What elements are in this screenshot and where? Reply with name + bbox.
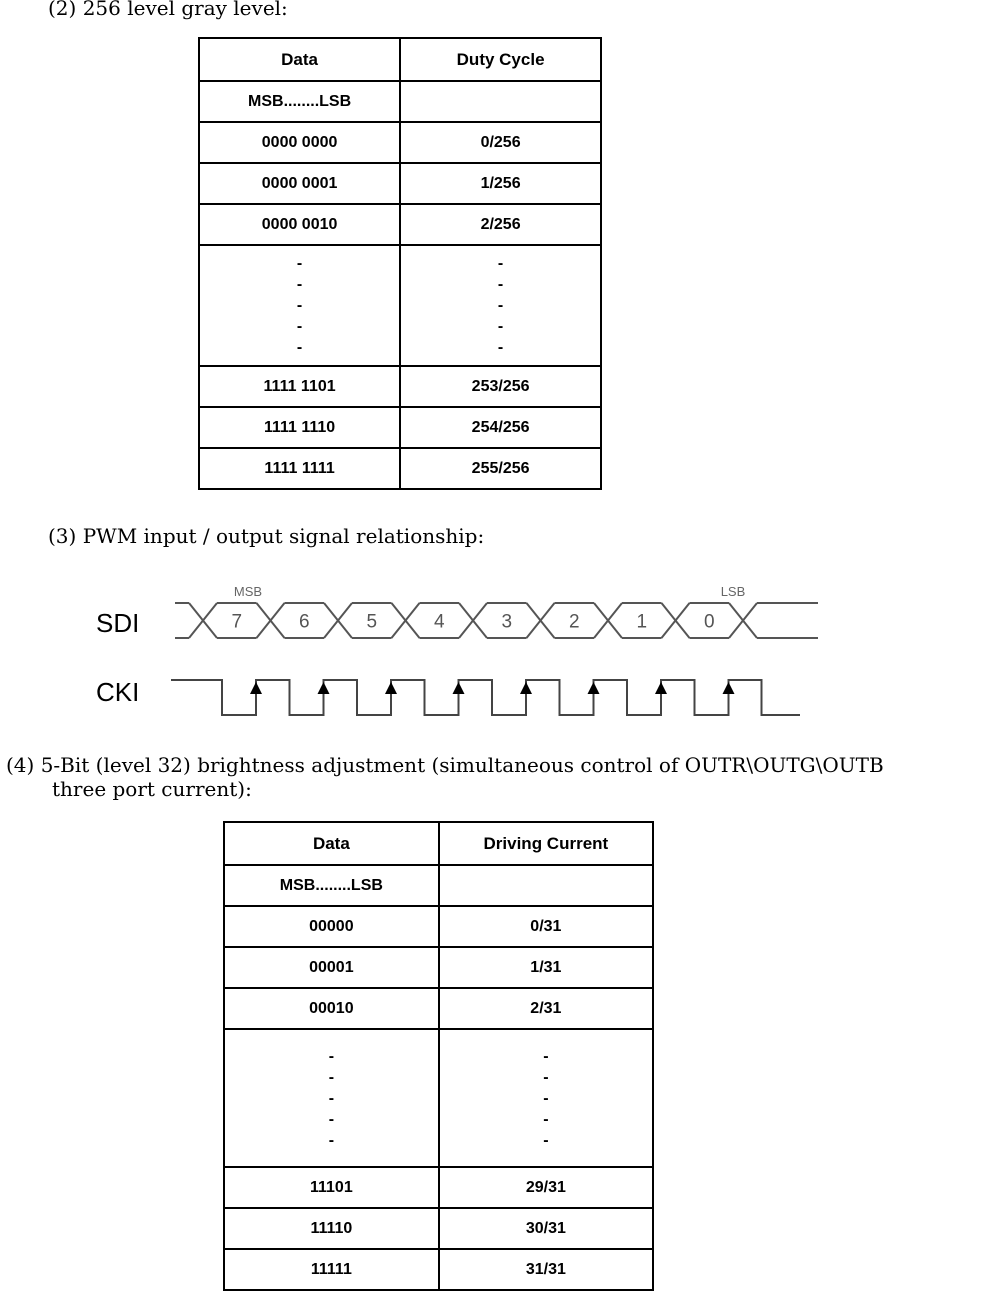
ellipsis-row [199,245,601,366]
sdi-bit-label: 1 [636,611,648,633]
dash: - [497,339,504,356]
table-row [199,448,601,489]
data-cell: 11101 [224,1167,439,1208]
header-duty-cycle: Duty Cycle [400,38,601,81]
dash: - [328,1110,335,1128]
section2-heading: (2) 256 level gray level: [48,0,288,20]
ellipsis-cell [224,1029,439,1167]
dash: - [296,339,303,356]
table-row [199,163,601,204]
gray-level-table [198,37,602,490]
current-cell: 29/31 [439,1167,653,1208]
rising-edge-arrow-icon [250,682,262,694]
sdi-label: SDI [96,608,140,638]
current-cell: 31/31 [439,1249,653,1290]
dash: - [497,297,504,314]
data-cell: 1111 1101 [199,366,400,407]
sdi-bit-label: 3 [501,611,513,633]
pwm-timing-diagram [0,560,1000,730]
dash: - [543,1089,549,1107]
current-cell: 0/31 [439,906,653,947]
table-row [224,906,653,947]
table-row [224,947,653,988]
duty-cell: 2/256 [400,204,601,245]
ellipsis-cell [439,1029,653,1167]
dash: - [328,1131,335,1149]
duty-cell: 255/256 [400,448,601,489]
dash: - [543,1047,549,1065]
section3-heading: (3) PWM input / output signal relationship: [48,524,485,548]
dash: - [543,1068,549,1086]
data-cell: 1111 1111 [199,448,400,489]
sdi-bit-label: 4 [433,611,445,633]
msb-lsb-label: MSB........LSB [224,865,439,906]
current-cell: 1/31 [439,947,653,988]
sdi-waveform [175,603,818,638]
dash: - [328,1089,335,1107]
data-cell: 11111 [224,1249,439,1290]
dash: - [543,1131,549,1149]
msb-lsb-label: MSB........LSB [199,81,400,122]
table-row [224,1208,653,1249]
rising-edge-arrow-icon [588,682,600,694]
sdi-bit-label: 0 [703,611,715,633]
rising-edge-arrow-icon [453,682,465,694]
lsb-label: LSB [720,584,746,599]
header-data: Data [224,822,439,865]
sdi-bit-label: 2 [568,611,580,633]
data-cell: 0000 0001 [199,163,400,204]
duty-cell: 1/256 [400,163,601,204]
msb-label: MSB [233,584,263,599]
sdi-bit-label: 6 [298,611,310,633]
data-cell: 1111 1110 [199,407,400,448]
sdi-bit-label: 5 [366,611,378,633]
dash: - [296,318,303,335]
section4-heading-line2: three port current): [52,777,252,801]
brightness-table [223,821,654,1291]
table-row [199,366,601,407]
data-cell: 11110 [224,1208,439,1249]
table-row [199,407,601,448]
dash: - [296,255,303,272]
msb-lsb-empty [400,81,601,122]
section4-heading-line1: (4) 5-Bit (level 32) brightness adjustment (simultaneous control of OUTR\OUTG\OUTB [6,753,884,777]
dash: - [497,276,504,293]
dash: - [296,297,303,314]
table-row [224,988,653,1029]
duty-cell: 253/256 [400,366,601,407]
rising-edge-arrow-icon [723,682,735,694]
rising-edge-arrow-icon [655,682,667,694]
table-row [199,122,601,163]
ellipsis-row [224,1029,653,1167]
ellipsis-cell [400,245,601,366]
data-cell: 00001 [224,947,439,988]
cki-clock-line [171,680,800,715]
current-cell: 30/31 [439,1208,653,1249]
dash: - [328,1047,335,1065]
rising-edge-arrow-icon [385,682,397,694]
current-cell: 2/31 [439,988,653,1029]
rising-edge-arrow-icon [520,682,532,694]
cki-waveform [171,680,800,715]
dash: - [296,276,303,293]
dash: - [497,318,504,335]
dash: - [497,255,504,272]
cki-label: CKI [96,677,140,707]
duty-cell: 254/256 [400,407,601,448]
data-cell: 0000 0000 [199,122,400,163]
table-row [199,204,601,245]
duty-cell: 0/256 [400,122,601,163]
dash: - [328,1068,335,1086]
data-cell: 00000 [224,906,439,947]
table-row [224,1249,653,1290]
ellipsis-cell [199,245,400,366]
sdi-bit-label: 7 [231,611,243,633]
msb-lsb-empty [439,865,653,906]
header-data: Data [199,38,400,81]
data-cell: 0000 0010 [199,204,400,245]
dash: - [543,1110,549,1128]
data-cell: 00010 [224,988,439,1029]
table-row [224,1167,653,1208]
header-driving-current: Driving Current [439,822,653,865]
rising-edge-arrow-icon [318,682,330,694]
